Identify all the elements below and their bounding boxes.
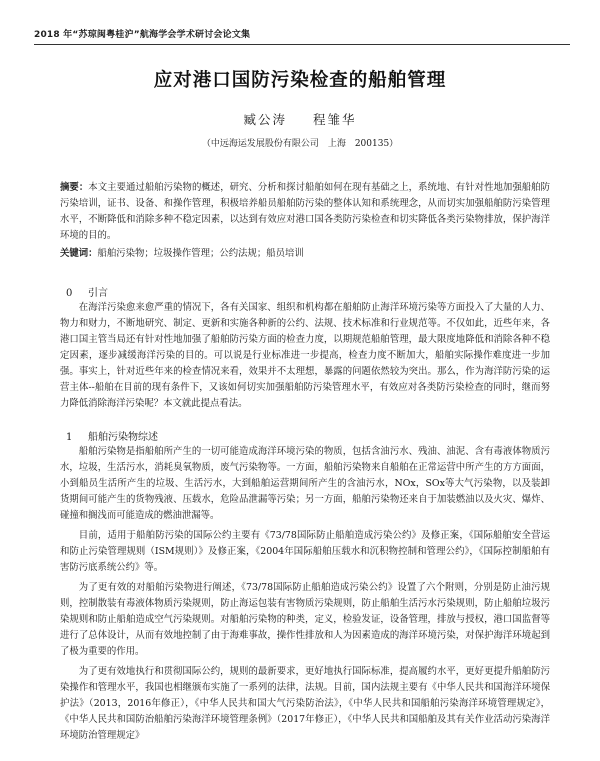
overview-body (60, 444, 550, 744)
keywords-label: 关键词： (60, 248, 98, 259)
author-1: 臧公涛 (243, 112, 287, 127)
intro-body (60, 300, 550, 412)
section-title: 引言 (88, 288, 108, 299)
overview-paragraph: 为了更有效的对船舶污染物进行阐述，《73/78国际防止船舶造成污染公约》设置了六个附则，分别是防止油污规则，控制散装有毒液体物质污染规则，防止海运包装有害物质污染规则，防止船舶生活污水污染规则，防止船舶垃圾污染规则和防止船舶造成空气污染规则。对船舶污染物的种类，定义，检验发证，设备管理，排放与授权，港口国监督等进行了总体设计，从而有效地控制了由于海难事故，操作性排放和人为因素造成的海洋环境污染，对保护海洋环境起到了极为重要的作用。 (60, 582, 550, 657)
affiliation: （中远海运发展股份有限公司 上海 200135） (201, 139, 399, 149)
overview-paragraph: 为了更有效地执行和贯彻国际公约，规则的最新要求，更好地执行国际标准，提高履约水平，更好更提升船舶防污染操作和管理水平，我国也相继颁布实施了一系列的法律，法规。目前，国内法规主要有《中华人民共和国海洋环境保护法》（2013，2016年修正），《中华人民共和国大气污染防治法》，《中华人民共和国船舶污染海洋环境管理规定》，《中华人民共和国防治船舶污染海洋环境管理条例》（2017年修正），《中华人民共和国船舶及其有关作业活动污染海洋环境防治管理规定》 (60, 666, 550, 741)
section-number: 0 (66, 288, 73, 299)
header-rule (34, 44, 570, 45)
section-heading-overview (66, 428, 158, 443)
overview-paragraph: 目前，适用于船舶防污染的国际公约主要有《73/78国际防止船舶造成污染公约》及修正案，《国际船舶安全营运和防止污染管理规则（ISM规则）》及修正案，《2004年国际船舶压载水和沉积物控制和管理公约》，《国际控制船舶有害防污底系统公约》等。 (60, 530, 550, 573)
running-header: 2018 年“苏琼闽粤桂沪”航海学会学术研讨会论文集 (34, 30, 251, 40)
keywords (60, 246, 550, 262)
section-title: 船舶污染物综述 (88, 432, 158, 443)
author-2: 程雏华 (312, 112, 357, 127)
abstract-label: 摘要： (60, 182, 89, 193)
intro-paragraph: 在海洋污染愈来愈严重的情况下，各有关国家、组织和机构都在船舶防止海洋环境污染等方面投入了大量的人力、物力和财力，不断地研究、制定、更新和实施各种新的公约、法规、技术标准和行业规范等。不仅如此，近些年来，各港口国主管当局还有针对性地加强了船舶防污染方面的检查力度，以期规范船舶管理，最大限度地降低和消除各种不稳定因素，逐步减缓海洋污染的目的。可以说是行业标准进一步提高，检查力度不断加大，船舶实际操作难度进一步加强。事实上，针对近些年来的检查情况来看，效果并不太理想，暴露的问题依然较为突出。那么，作为海洋防污染的运营主体--船舶在目前的现有条件下，又该如何切实加强船舶防污染管理水平，有效应对各类防污染检查的同时，继而努力降低消除海洋污染呢？本文就此提点看法。 (60, 302, 550, 409)
paper-title: 应对港口国防污染检查的船舶管理 (153, 70, 447, 91)
abstract-text: 本文主要通过船舶污染物的概述，研究、分析和探讨船舶如何在现有基础之上，系统地、有针对性地加强船舶防污染培训，证书、设备、和操作管理，积极培养船员船舶防污染的整体认知和系统理念，从而切实加强船舶防污染管理水平，不断降低和消除多种不稳定因素，以达到有效应对港口国各类防污染检查和切实降低各类污染物排放，保护海洋环境的目的。 (60, 182, 550, 241)
author-line (0, 110, 600, 128)
overview-paragraph: 船舶污染物是指船舶所产生的一切可能造成海洋环境污染的物质，包括含油污水、残油、油泥、含有毒液体物质污水，垃圾，生活污水，消耗臭氧物质，废气污染物等。一方面，船舶污染物来自船舶在正常运营中所产生的方方面面，小到船员生活所产生的垃圾、生活污水，大到船舶运营期间所产生的含油污水，NOx，SOx等大气污染物，以及装卸货期间可能产生的货物残液、压载水，危险品泄漏等污染；另一方面，船舶污染物还来自于加装燃油以及火灾、爆炸、碰撞和搁浅而可能造成的燃油泄漏等。 (60, 446, 550, 521)
section-number: 1 (66, 432, 73, 443)
keywords-text: 船舶污染物；垃圾操作管理；公约法规；船员培训 (97, 248, 304, 259)
abstract (60, 180, 550, 244)
section-heading-intro (66, 284, 108, 299)
